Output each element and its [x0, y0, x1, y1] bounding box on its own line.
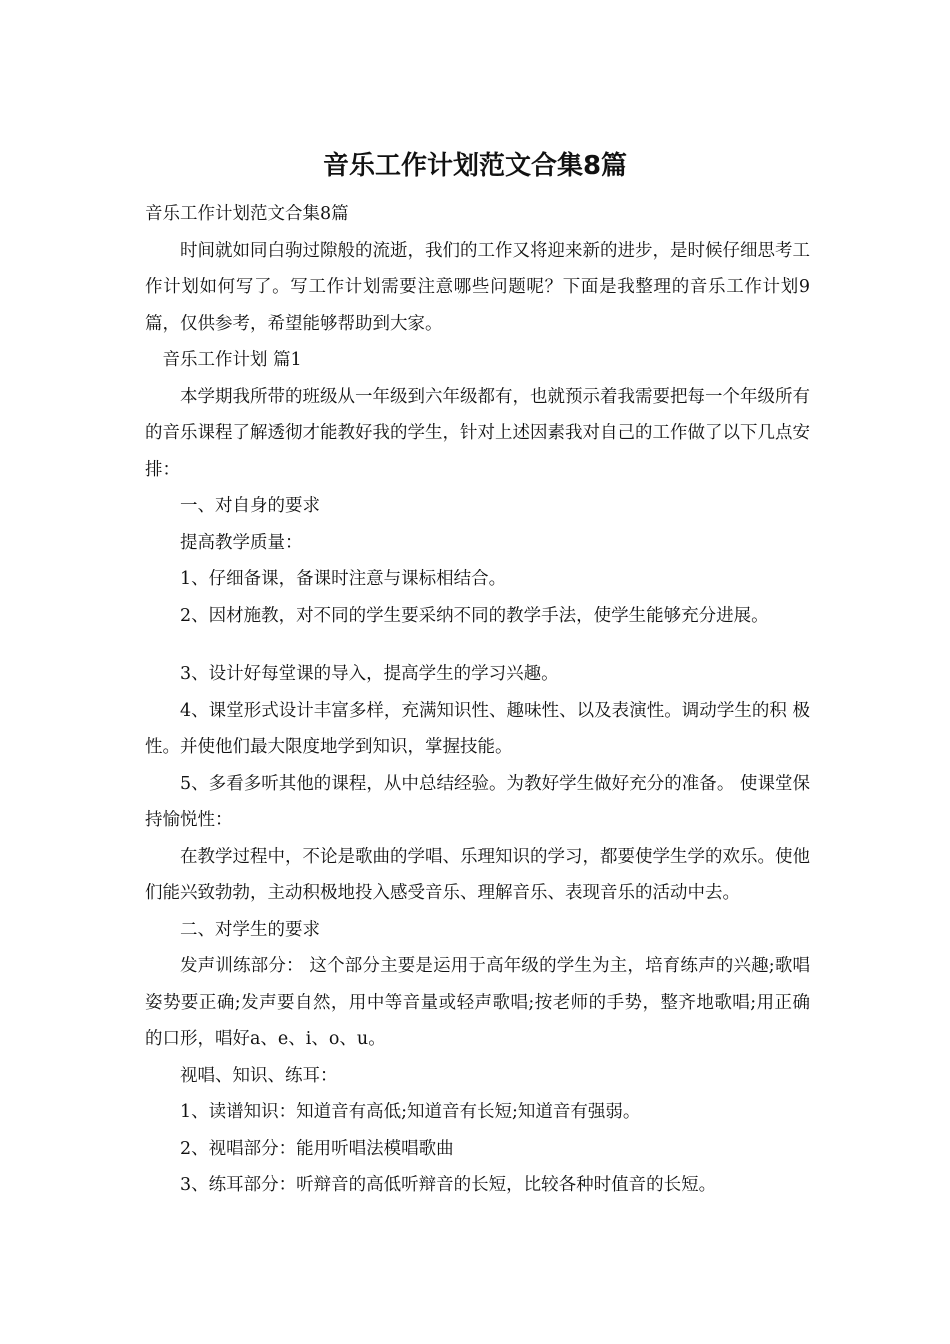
plan-1-intro-paragraph: 本学期我所带的班级从一年级到六年级都有，也就预示着我需要把每一个年级所有的音乐课程了解透彻才能教好我的学生，针对上述因素我对自己的工作做了以下几点安排：	[145, 386, 810, 480]
sight-item-2: 2、视唱部分：能用听唱法模唱歌曲	[180, 1138, 454, 1159]
list-item-4: 4、课堂形式设计丰富多样，充满知识性、趣味性、以及表演性。调动学生的积 极性。并使他们最大限度地学到知识，掌握技能。	[145, 700, 810, 757]
section-heading-plan-1: 音乐工作计划 篇1	[162, 350, 302, 370]
blank-line	[145, 634, 810, 656]
document-title: 音乐工作计划范文合集8篇	[322, 151, 628, 181]
intro-paragraph: 时间就如同白驹过隙般的流逝，我们的工作又将迎来新的进步，是时候仔细思考工作计划如何写了。写工作计划需要注意哪些问题呢？下面是我整理的音乐工作计划9篇，仅供参考，希望能够帮助到大家。	[145, 240, 810, 334]
heading-student-requirements: 二、对学生的要求	[180, 919, 320, 940]
teaching-process-paragraph: 在教学过程中，不论是歌曲的学唱、乐理知识的学习，都要使学生学的欢乐。使他们能兴致勃勃，主动积极地投入感受音乐、理解音乐、表现音乐的活动中去。	[145, 846, 810, 903]
heading-self-requirements: 一、对自身的要求	[180, 496, 320, 516]
list-item-5: 5、多看多听其他的课程，从中总结经验。为教好学生做好充分的准备。 使课堂保持愉悦性：	[145, 773, 810, 830]
subheading-teaching-quality: 提高教学质量：	[180, 532, 303, 553]
sight-item-1: 1、读谱知识：知道音有高低;知道音有长短;知道音有强弱。	[180, 1102, 641, 1122]
subheading-sight-singing: 视唱、知识、练耳：	[180, 1065, 338, 1086]
list-item-2: 2、因材施教，对不同的学生要采纳不同的教学手法，使学生能够充分进展。	[180, 605, 769, 626]
vocal-training-paragraph: 发声训练部分： 这个部分主要是运用于高年级的学生为主，培育练声的兴趣;歌唱姿势要正确;发声要自然，用中等音量或轻声歌唱;按老师的手势，整齐地歌唱;用正确的口形，唱好a、e、i、o、u。	[145, 956, 810, 1049]
document-body	[145, 196, 810, 1204]
subtitle-line: 音乐工作计划范文合集8篇	[145, 204, 349, 224]
sight-item-3: 3、练耳部分：听辩音的高低听辩音的长短，比较各种时值音的长短。	[180, 1175, 717, 1195]
list-item-1: 1、仔细备课，备课时注意与课标相结合。	[180, 569, 507, 589]
list-item-3: 3、设计好每堂课的导入，提高学生的学习兴趣。	[180, 664, 559, 684]
